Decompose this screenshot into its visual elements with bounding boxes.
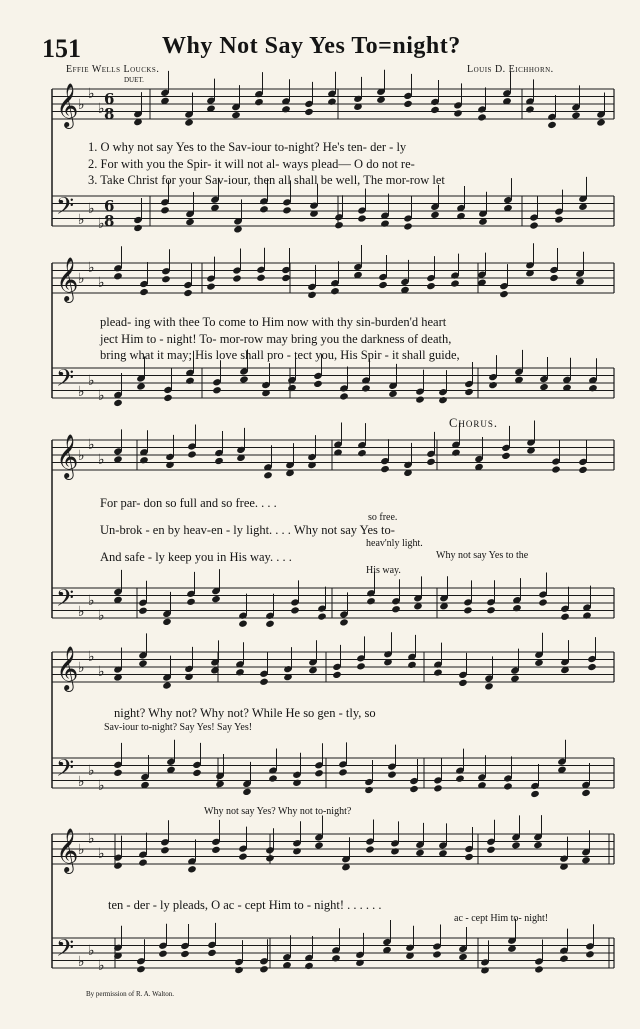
note-head <box>477 113 487 121</box>
note-head <box>138 607 148 615</box>
note-head <box>391 605 401 613</box>
note-head <box>503 782 513 790</box>
note-head <box>355 959 365 967</box>
lyric-line: bring what it may; His love shall pro - tect you, His Spir - it shall guide, <box>100 348 460 362</box>
note-head <box>365 845 375 853</box>
note-head <box>551 465 561 473</box>
note-head <box>512 604 522 612</box>
note-head <box>432 950 442 958</box>
note-head <box>403 100 413 108</box>
note-head <box>231 111 241 119</box>
flat-sign: ♭ <box>88 437 95 453</box>
note-head <box>357 214 367 222</box>
note-head <box>239 375 249 383</box>
note-head <box>113 769 123 777</box>
flat-sign: ♭ <box>78 660 85 676</box>
bass-clef: 𝄢 <box>56 364 75 397</box>
note-head <box>539 383 549 391</box>
note-head <box>426 458 436 466</box>
note-head <box>180 950 190 958</box>
note-head <box>433 784 443 792</box>
note-head <box>356 662 366 670</box>
lyric-line: night? Why not? Why not? While He so gen - tly, so <box>114 706 376 720</box>
note-head <box>578 466 588 474</box>
note-head <box>596 118 606 126</box>
time-signature: 6 <box>104 197 115 215</box>
note-head <box>533 841 543 849</box>
flat-sign: ♭ <box>88 593 95 609</box>
note-head <box>259 205 269 213</box>
note-head <box>458 679 468 687</box>
note-head <box>139 288 149 296</box>
note-head <box>161 275 171 283</box>
note-head <box>571 111 581 119</box>
note-head <box>433 668 443 676</box>
note-head <box>415 849 425 857</box>
note-head <box>464 853 474 861</box>
treble-clef: 𝄞 <box>56 83 79 127</box>
note-head <box>281 274 291 282</box>
note-head <box>486 846 496 854</box>
lyric-sub-line: Why not say Yes to the <box>436 550 529 561</box>
note-head <box>585 950 595 958</box>
lyric-line: 2. For with you the Spir- it will not al- ways plead— O do not re- <box>88 157 415 171</box>
note-head <box>426 282 436 290</box>
note-head <box>451 449 461 457</box>
note-head <box>588 384 598 392</box>
note-head <box>238 619 248 627</box>
hymn-title: Why Not Say Yes To=night? <box>162 33 461 59</box>
note-head <box>403 222 413 230</box>
flat-sign: ♭ <box>88 86 95 102</box>
note-head <box>464 388 474 396</box>
flat-sign: ♭ <box>78 212 85 228</box>
note-head <box>242 788 252 796</box>
note-head <box>185 377 195 385</box>
bass-clef: 𝄢 <box>56 934 75 967</box>
note-head <box>380 219 390 227</box>
note-head <box>184 673 194 681</box>
note-head <box>364 786 374 794</box>
note-head <box>232 274 242 282</box>
flat-sign: ♭ <box>78 954 85 970</box>
note-head <box>501 452 511 460</box>
note-head <box>581 789 591 797</box>
note-head <box>534 965 544 973</box>
flat-sign: ♭ <box>88 649 95 665</box>
note-head <box>263 471 273 479</box>
note-head <box>361 384 371 392</box>
time-signature: 8 <box>104 105 115 123</box>
note-head <box>453 109 463 117</box>
note-head <box>331 954 341 962</box>
note-head <box>499 290 509 298</box>
lyric-sub-line: ac - cept Him to- night! <box>454 913 549 924</box>
note-head <box>234 966 244 974</box>
flat-sign: ♭ <box>78 384 85 400</box>
note-head <box>162 681 172 689</box>
note-head <box>357 449 367 457</box>
note-head <box>113 399 123 407</box>
note-head <box>390 847 400 855</box>
note-head <box>259 678 269 686</box>
flat-sign: ♭ <box>98 608 105 624</box>
note-head <box>187 865 197 873</box>
note-head <box>327 98 337 106</box>
note-head <box>138 659 148 667</box>
flat-sign: ♭ <box>98 778 105 794</box>
note-head <box>511 841 521 849</box>
hymn-number: 151 <box>42 34 81 63</box>
note-head <box>215 780 225 788</box>
note-head <box>455 774 465 782</box>
note-head <box>338 768 348 776</box>
note-head <box>529 221 539 229</box>
flat-sign: ♭ <box>78 448 85 464</box>
note-head <box>290 606 300 614</box>
bass-clef: 𝄢 <box>56 192 75 225</box>
time-signature: 6 <box>104 90 115 108</box>
treble-clef: 𝄞 <box>56 828 79 872</box>
note-head <box>268 774 278 782</box>
flat-sign: ♭ <box>98 101 105 117</box>
note-head <box>314 841 324 849</box>
lyric-sub-line: Sav-iour to-night? Say Yes! Say Yes! <box>104 722 253 733</box>
note-head <box>183 289 193 297</box>
note-head <box>139 456 149 464</box>
lyric-sub-line: so free. <box>368 512 398 523</box>
note-head <box>380 465 390 473</box>
note-head <box>366 597 376 605</box>
lyric-line: And safe - ly keep you in His way. . . . <box>100 550 292 564</box>
note-head <box>488 381 498 389</box>
flat-sign: ♭ <box>98 958 105 974</box>
note-head <box>415 395 425 403</box>
lyric-line: Un-brok - en by heav-en - ly light. . . . Why not say Yes to- <box>100 523 395 537</box>
note-head <box>486 606 496 614</box>
flat-sign: ♭ <box>88 831 95 847</box>
note-head <box>163 394 173 402</box>
flat-sign: ♭ <box>88 373 95 389</box>
flat-sign: ♭ <box>98 275 105 291</box>
note-head <box>560 613 570 621</box>
note-head <box>330 287 340 295</box>
lyric-sub-line: His way. <box>366 565 401 576</box>
bass-clef: 𝄢 <box>56 754 75 787</box>
lyric-line: ten - der - ly pleads, O ac - cept Him to - night! . . . . . . <box>108 898 382 912</box>
note-head <box>259 965 269 973</box>
note-head <box>438 396 448 404</box>
flat-sign: ♭ <box>78 271 85 287</box>
note-head <box>313 380 323 388</box>
note-head <box>207 949 217 957</box>
note-head <box>304 962 314 970</box>
note-head <box>212 386 222 394</box>
note-head <box>575 278 585 286</box>
note-head <box>158 950 168 958</box>
note-head <box>185 218 195 226</box>
note-head <box>582 611 592 619</box>
note-head <box>307 291 317 299</box>
note-head <box>292 779 302 787</box>
note-head <box>138 858 148 866</box>
note-head <box>256 274 266 282</box>
note-head <box>547 121 557 129</box>
treble-clef: 𝄞 <box>56 646 79 690</box>
flat-sign: ♭ <box>88 260 95 276</box>
flat-sign: ♭ <box>78 97 85 113</box>
note-head <box>265 620 275 628</box>
note-head <box>530 790 540 798</box>
note-head <box>254 98 264 106</box>
note-head <box>450 279 460 287</box>
performance-note: DUET. <box>124 76 144 84</box>
flat-sign: ♭ <box>98 846 105 862</box>
note-head <box>160 206 170 214</box>
note-head <box>304 108 314 116</box>
flat-sign: ♭ <box>78 842 85 858</box>
flat-sign: ♭ <box>88 201 95 217</box>
lyric-line: 1. O why not say Yes to the Sav-iour to-night? He's ten- der - ly <box>88 140 407 154</box>
note-head <box>265 854 275 862</box>
note-head <box>186 598 196 606</box>
note-head <box>211 595 221 603</box>
chorus-label: Chorus. <box>449 416 498 430</box>
note-head <box>206 282 216 290</box>
note-head <box>549 274 559 282</box>
note-head <box>430 211 440 219</box>
note-head <box>160 846 170 854</box>
note-head <box>484 682 494 690</box>
treble-clef: 𝄞 <box>56 434 79 478</box>
note-head <box>587 663 597 671</box>
flat-sign: ♭ <box>98 388 105 404</box>
note-head <box>458 953 468 961</box>
note-head <box>339 618 349 626</box>
lyric-line: plead- ing with thee To come to Him now with thy sin-burden'd heart <box>100 315 447 329</box>
note-head <box>314 769 324 777</box>
note-head <box>525 105 535 113</box>
note-head <box>339 392 349 400</box>
note-head <box>538 598 548 606</box>
bass-clef: 𝄢 <box>56 584 75 617</box>
lyric-line: For par- don so full and so free. . . . <box>100 496 277 510</box>
note-head <box>162 618 172 626</box>
note-head <box>211 846 221 854</box>
flat-sign: ♭ <box>78 604 85 620</box>
lyric-sub-line: Why not say Yes? Why not to-night? <box>204 806 352 817</box>
note-head <box>292 847 302 855</box>
note-head <box>480 966 490 974</box>
note-head <box>214 457 224 465</box>
flat-sign: ♭ <box>98 216 105 232</box>
note-head <box>282 206 292 214</box>
author-credit: Effie Wells Loucks. <box>66 64 160 75</box>
note-head <box>187 450 197 458</box>
note-head <box>378 281 388 289</box>
permission-credit: By permission of R. A. Walton. <box>86 990 174 998</box>
flat-sign: ♭ <box>88 763 95 779</box>
note-head <box>463 606 473 614</box>
note-head <box>238 852 248 860</box>
time-signature: 8 <box>104 212 115 230</box>
note-head <box>559 954 569 962</box>
note-head <box>581 856 591 864</box>
note-head <box>192 769 202 777</box>
lyric-sub-line: heav'nly light. <box>366 538 423 549</box>
note-head <box>332 671 342 679</box>
note-head <box>136 965 146 973</box>
note-head <box>235 668 245 676</box>
note-head <box>165 461 175 469</box>
lyric-line: ject Him to - night! To- mor-row may bring you the darkness of death, <box>100 332 452 346</box>
note-head <box>334 221 344 229</box>
note-head <box>281 105 291 113</box>
flat-sign: ♭ <box>98 664 105 680</box>
lyric-line: 3. Take Christ for your Sav-iour, then all shall be well, The mor-row let <box>88 173 445 187</box>
composer-credit: Louis D. Eichhorn. <box>467 64 554 75</box>
flat-sign: ♭ <box>78 774 85 790</box>
note-head <box>317 612 327 620</box>
note-head <box>133 224 143 232</box>
note-head <box>554 215 564 223</box>
note-head <box>430 106 440 114</box>
note-head <box>407 661 417 669</box>
note-head <box>184 118 194 126</box>
flat-sign: ♭ <box>98 452 105 468</box>
treble-clef: 𝄞 <box>56 257 79 301</box>
note-head <box>113 272 123 280</box>
note-head <box>409 785 419 793</box>
note-head <box>387 770 397 778</box>
note-head <box>136 382 146 390</box>
flat-sign: ♭ <box>88 943 95 959</box>
